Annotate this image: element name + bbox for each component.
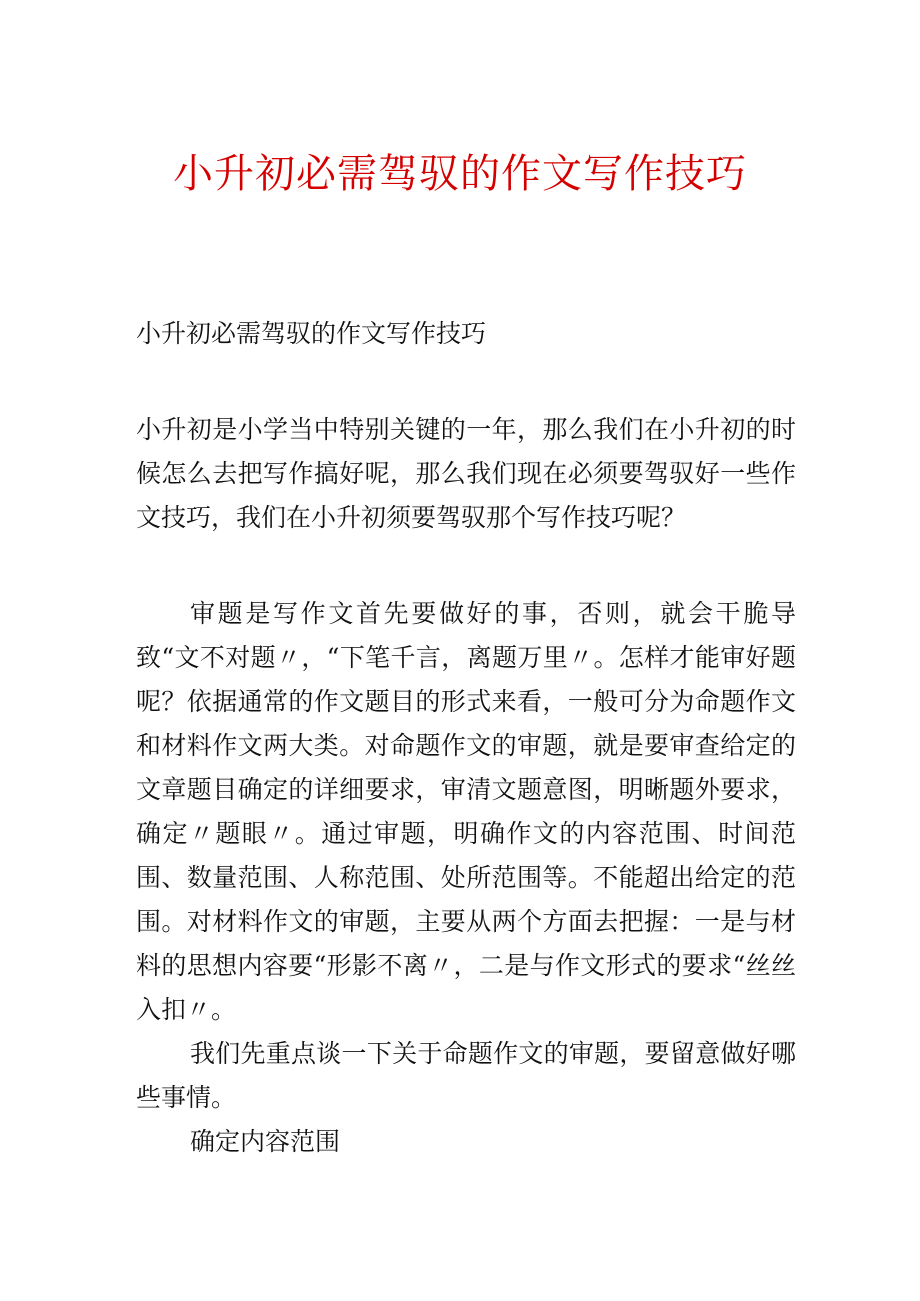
- document-subtitle: 小升初必需驾驭的作文写作技巧: [136, 319, 487, 348]
- body-paragraph: 我们先重点谈一下关于命题作文的审题，要留意做好哪些事情。: [136, 1039, 796, 1112]
- section-heading: 确定内容范围: [190, 1127, 341, 1156]
- intro-paragraph: 小升初是小学当中特别关键的一年，那么我们在小升初的时候怎么去把写作搞好呢，那么我们现在必须要驾驭好一些作文技巧，我们在小升初须要驾驭那个写作技巧呢？: [136, 415, 796, 532]
- body-paragraph: 审题是写作文首先要做好的事，否则，就会干脆导致“文不对题〃，“下笔千言，离题万里〃。怎样才能审好题呢？依据通常的作文题目的形式来看，一般可分为命题作文和材料作文两大类。对命题作文的审题，就是要审查给定的文章题目确定的详细要求，审清文题意图，明晰题外要求，确定〃题眼〃。通过审题，明确作文的内容范围、时间范围、数量范围、人称范围、处所范围等。不能超出给定的范围。对材料作文的审题，主要从两个方面去把握：一是与材料的思想内容要“形影不离〃，二是与作文形式的要求“丝丝入扣〃。: [136, 599, 796, 1024]
- document-title: 小升初必需驾驭的作文写作技巧: [173, 151, 747, 197]
- document-body: [136, 312, 796, 1164]
